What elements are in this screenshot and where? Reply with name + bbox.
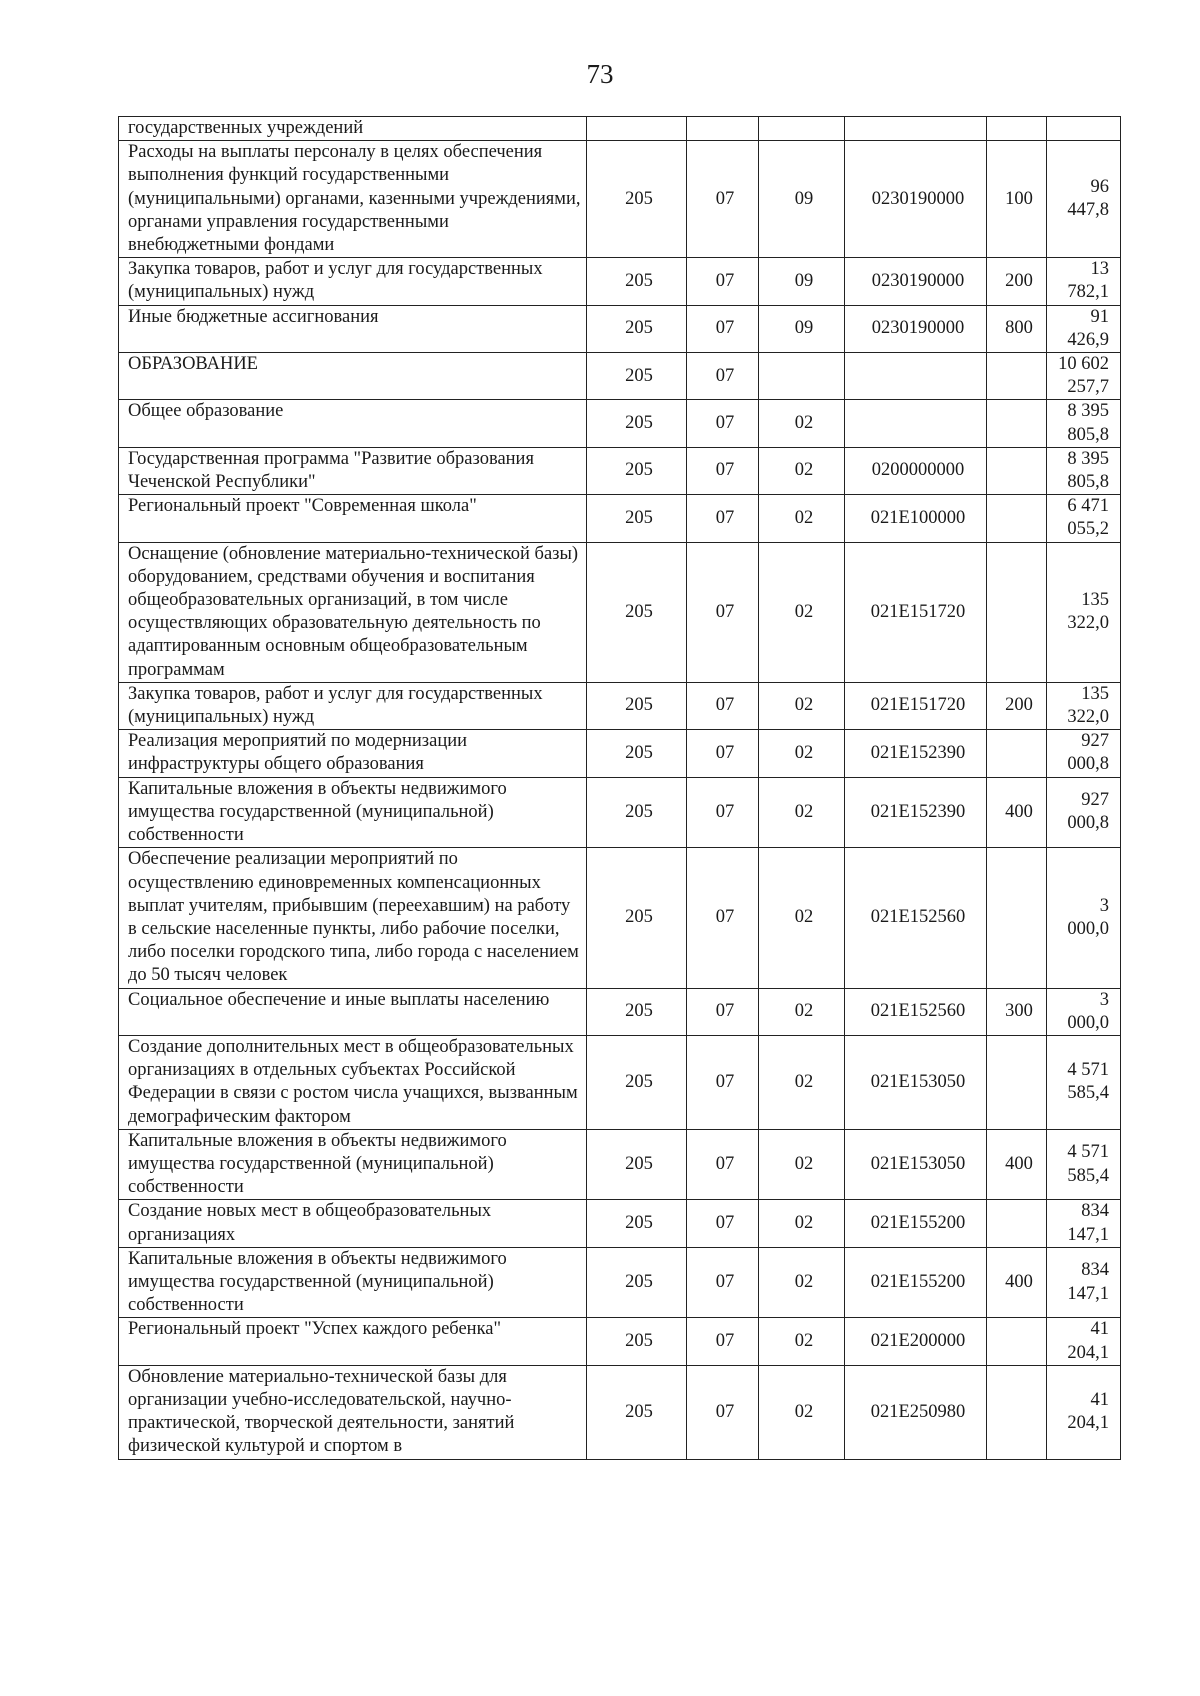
ministry-code: 205: [587, 495, 687, 542]
section-code: 07: [687, 141, 759, 258]
target-article-code: 0200000000: [845, 447, 987, 494]
section-code: [687, 117, 759, 141]
section-code: 07: [687, 353, 759, 400]
section-code: 07: [687, 495, 759, 542]
expense-name: Обновление материально-технической базы для организации учебно-исследовательской, научно-практической, творческой деятельности, занятий физической культурой и спортом в: [119, 1365, 587, 1459]
expense-type-code: 200: [987, 258, 1047, 305]
page-number: 73: [586, 59, 614, 89]
table-row: [119, 1200, 1121, 1247]
expense-type-code: 800: [987, 305, 1047, 352]
ministry-code: [587, 117, 687, 141]
ministry-code: 205: [587, 730, 687, 777]
target-article-code: 021E250980: [845, 1365, 987, 1459]
amount: 4 571 585,4: [1047, 1129, 1121, 1200]
expense-name: Капитальные вложения в объекты недвижимого имущества государственной (муниципальной) собственности: [119, 1129, 587, 1200]
section-code: 07: [687, 1129, 759, 1200]
expense-type-code: 200: [987, 682, 1047, 729]
expense-name: Государственная программа "Развитие образования Чеченской Республики": [119, 447, 587, 494]
amount: 41 204,1: [1047, 1365, 1121, 1459]
target-article-code: 0230190000: [845, 305, 987, 352]
ministry-code: 205: [587, 141, 687, 258]
target-article-code: 021E152560: [845, 988, 987, 1035]
target-article-code: 021E153050: [845, 1035, 987, 1129]
table-row: [119, 730, 1121, 777]
section-code: 07: [687, 988, 759, 1035]
amount: 4 571 585,4: [1047, 1035, 1121, 1129]
expense-type-code: [987, 495, 1047, 542]
section-code: 07: [687, 730, 759, 777]
subsection-code: 09: [759, 258, 845, 305]
expense-type-code: [987, 353, 1047, 400]
ministry-code: 205: [587, 1318, 687, 1365]
section-code: 07: [687, 542, 759, 682]
ministry-code: 205: [587, 1365, 687, 1459]
amount: 3 000,0: [1047, 848, 1121, 988]
subsection-code: [759, 353, 845, 400]
ministry-code: 205: [587, 353, 687, 400]
subsection-code: 09: [759, 141, 845, 258]
expense-type-code: [987, 1035, 1047, 1129]
amount: 91 426,9: [1047, 305, 1121, 352]
expense-type-code: [987, 117, 1047, 141]
amount: 834 147,1: [1047, 1247, 1121, 1318]
expense-name: Создание новых мест в общеобразовательных организациях: [119, 1200, 587, 1247]
subsection-code: 02: [759, 400, 845, 447]
target-article-code: [845, 117, 987, 141]
section-code: 07: [687, 400, 759, 447]
section-code: 07: [687, 1247, 759, 1318]
subsection-code: 02: [759, 682, 845, 729]
ministry-code: 205: [587, 777, 687, 848]
expense-name: Социальное обеспечение и иные выплаты населению: [119, 988, 587, 1035]
subsection-code: 02: [759, 1247, 845, 1318]
amount: 13 782,1: [1047, 258, 1121, 305]
target-article-code: 021E151720: [845, 542, 987, 682]
expense-name: государственных учреждений: [119, 117, 587, 141]
expense-type-code: [987, 1200, 1047, 1247]
subsection-code: 02: [759, 730, 845, 777]
table-row: [119, 1129, 1121, 1200]
subsection-code: 02: [759, 447, 845, 494]
target-article-code: 021E155200: [845, 1247, 987, 1318]
section-code: 07: [687, 1200, 759, 1247]
target-article-code: 021E152390: [845, 730, 987, 777]
table-row: [119, 542, 1121, 682]
ministry-code: 205: [587, 848, 687, 988]
table-row: [119, 682, 1121, 729]
expense-name: Оснащение (обновление материально-технической базы) оборудованием, средствами обучения и воспитания общеобразовательных организаций, в том числе осуществляющих образовательную деятельность по адаптированным основным общеобразовательным программам: [119, 542, 587, 682]
expense-type-code: 300: [987, 988, 1047, 1035]
section-code: 07: [687, 258, 759, 305]
amount: 6 471 055,2: [1047, 495, 1121, 542]
amount: 96 447,8: [1047, 141, 1121, 258]
expense-type-code: [987, 1318, 1047, 1365]
ministry-code: 205: [587, 1035, 687, 1129]
amount: 3 000,0: [1047, 988, 1121, 1035]
expense-type-code: 400: [987, 777, 1047, 848]
expense-name: Расходы на выплаты персоналу в целях обеспечения выполнения функций государственными (муниципальными) органами, казенными учреждениями, органами управления государственными внебюджетными фондами: [119, 141, 587, 258]
table-row: [119, 117, 1121, 141]
section-code: 07: [687, 305, 759, 352]
target-article-code: 0230190000: [845, 141, 987, 258]
expense-name: Закупка товаров, работ и услуг для государственных (муниципальных) нужд: [119, 258, 587, 305]
subsection-code: 09: [759, 305, 845, 352]
amount: 834 147,1: [1047, 1200, 1121, 1247]
ministry-code: 205: [587, 400, 687, 447]
section-code: 07: [687, 447, 759, 494]
amount: 8 395 805,8: [1047, 400, 1121, 447]
amount: 8 395 805,8: [1047, 447, 1121, 494]
ministry-code: 205: [587, 1247, 687, 1318]
target-article-code: 021E153050: [845, 1129, 987, 1200]
expense-type-code: [987, 447, 1047, 494]
table-row: [119, 495, 1121, 542]
target-article-code: 021E152390: [845, 777, 987, 848]
expense-type-code: [987, 1365, 1047, 1459]
subsection-code: [759, 117, 845, 141]
subsection-code: 02: [759, 1365, 845, 1459]
expense-name: Капитальные вложения в объекты недвижимого имущества государственной (муниципальной) собственности: [119, 1247, 587, 1318]
amount: 927 000,8: [1047, 730, 1121, 777]
table-row: [119, 447, 1121, 494]
table-body: [119, 117, 1121, 1460]
section-code: 07: [687, 1035, 759, 1129]
table-row: [119, 400, 1121, 447]
subsection-code: 02: [759, 848, 845, 988]
ministry-code: 205: [587, 305, 687, 352]
expense-type-code: [987, 730, 1047, 777]
amount: 135 322,0: [1047, 542, 1121, 682]
expense-name: Создание дополнительных мест в общеобразовательных организациях в отдельных субъектах Российской Федерации в связи с ростом числа учащихся, вызванным демографическим фактором: [119, 1035, 587, 1129]
expense-type-code: [987, 542, 1047, 682]
expense-name: Обеспечение реализации мероприятий по осуществлению единовременных компенсационных выплат учителям, прибывшим (переехавшим) на работу в сельские населенные пункты, либо рабочие поселки, либо поселки городского типа, либо города с населением до 50 тысяч человек: [119, 848, 587, 988]
subsection-code: 02: [759, 777, 845, 848]
expense-name: Региональный проект "Современная школа": [119, 495, 587, 542]
target-article-code: 021E151720: [845, 682, 987, 729]
ministry-code: 205: [587, 258, 687, 305]
expense-name: ОБРАЗОВАНИЕ: [119, 353, 587, 400]
ministry-code: 205: [587, 542, 687, 682]
table-row: [119, 988, 1121, 1035]
table-row: [119, 305, 1121, 352]
table-row: [119, 353, 1121, 400]
target-article-code: [845, 400, 987, 447]
expense-name: Реализация мероприятий по модернизации инфраструктуры общего образования: [119, 730, 587, 777]
expense-name: Закупка товаров, работ и услуг для государственных (муниципальных) нужд: [119, 682, 587, 729]
subsection-code: 02: [759, 495, 845, 542]
expense-type-code: 400: [987, 1247, 1047, 1318]
target-article-code: 021E152560: [845, 848, 987, 988]
subsection-code: 02: [759, 988, 845, 1035]
subsection-code: 02: [759, 1035, 845, 1129]
amount: 927 000,8: [1047, 777, 1121, 848]
expense-type-code: 400: [987, 1129, 1047, 1200]
amount: 41 204,1: [1047, 1318, 1121, 1365]
table-row: [119, 777, 1121, 848]
expense-type-code: [987, 400, 1047, 447]
expense-name: Капитальные вложения в объекты недвижимого имущества государственной (муниципальной) собственности: [119, 777, 587, 848]
ministry-code: 205: [587, 1129, 687, 1200]
expense-type-code: [987, 848, 1047, 988]
section-code: 07: [687, 682, 759, 729]
budget-table: [118, 116, 1121, 1460]
subsection-code: 02: [759, 542, 845, 682]
target-article-code: [845, 353, 987, 400]
amount: 135 322,0: [1047, 682, 1121, 729]
target-article-code: 0230190000: [845, 258, 987, 305]
section-code: 07: [687, 848, 759, 988]
ministry-code: 205: [587, 447, 687, 494]
ministry-code: 205: [587, 988, 687, 1035]
table-row: [119, 141, 1121, 258]
amount: [1047, 117, 1121, 141]
table-row: [119, 1247, 1121, 1318]
ministry-code: 205: [587, 682, 687, 729]
target-article-code: 021E155200: [845, 1200, 987, 1247]
section-code: 07: [687, 777, 759, 848]
section-code: 07: [687, 1318, 759, 1365]
table-row: [119, 1318, 1121, 1365]
subsection-code: 02: [759, 1129, 845, 1200]
expense-name: Общее образование: [119, 400, 587, 447]
expense-name: Региональный проект "Успех каждого ребенка": [119, 1318, 587, 1365]
amount: 10 602 257,7: [1047, 353, 1121, 400]
section-code: 07: [687, 1365, 759, 1459]
subsection-code: 02: [759, 1318, 845, 1365]
subsection-code: 02: [759, 1200, 845, 1247]
table-row: [119, 258, 1121, 305]
expense-name: Иные бюджетные ассигнования: [119, 305, 587, 352]
table-row: [119, 848, 1121, 988]
expense-type-code: 100: [987, 141, 1047, 258]
ministry-code: 205: [587, 1200, 687, 1247]
target-article-code: 021E200000: [845, 1318, 987, 1365]
table-row: [119, 1365, 1121, 1459]
table-row: [119, 1035, 1121, 1129]
target-article-code: 021E100000: [845, 495, 987, 542]
